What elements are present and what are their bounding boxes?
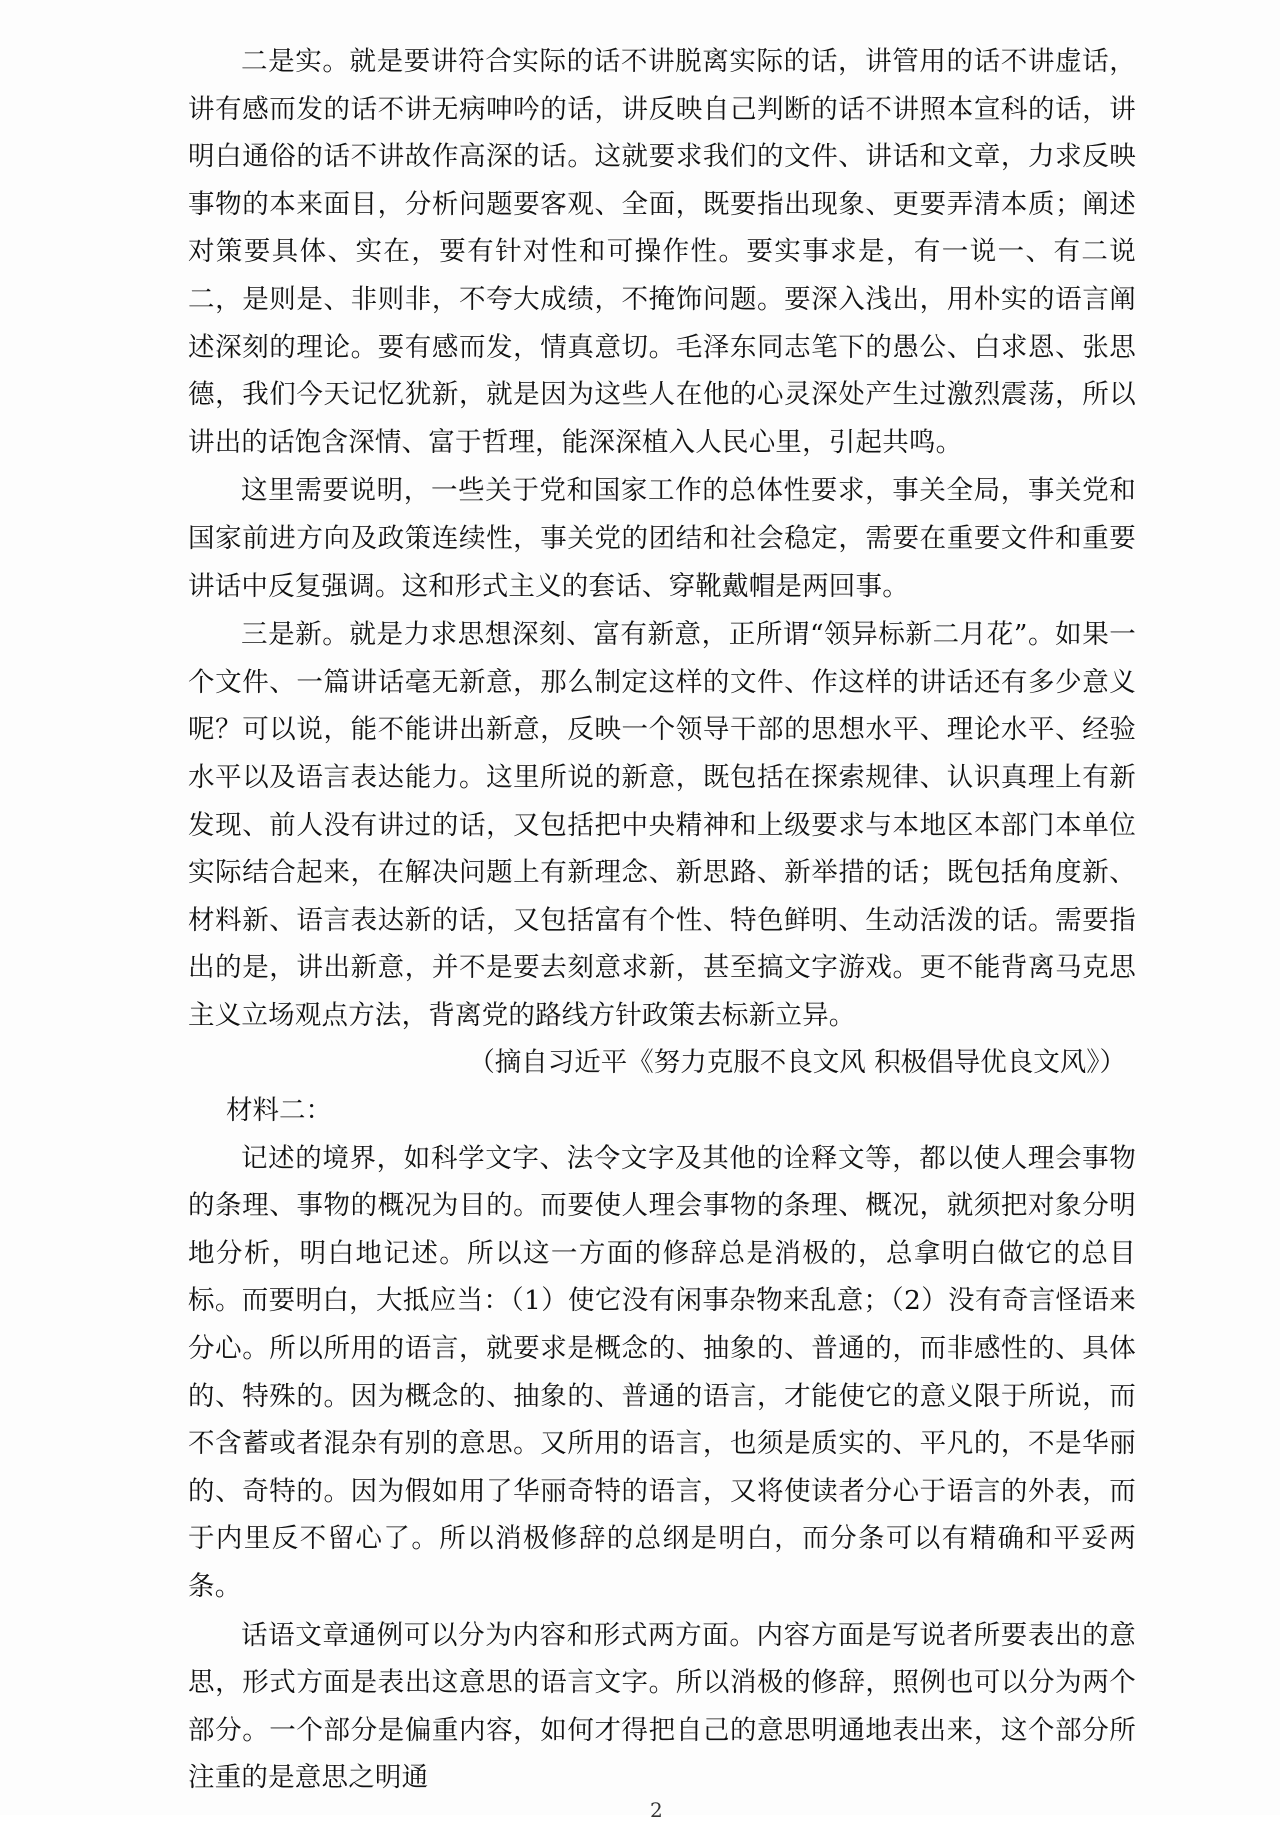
paragraph-clarification: 这里需要说明，一些关于党和国家工作的总体性要求，事关全局，事关党和国家前进方向及政策连续性，事关党的团结和社会稳定，需要在重要文件和重要讲话中反复强调。这和形式主义的套话、穿靴戴帽是两回事。 bbox=[188, 475, 1136, 602]
paragraph-content-form: 话语文章通例可以分为内容和形式两方面。内容方面是写说者所要表出的意思，形式方面是表出这意思的语言文字。所以消极的修辞，照例也可以分为两个部分。一个部分是偏重内容，如何才得把自己的意思明通地表出来，这个部分所注重的是意思之明通 bbox=[188, 1619, 1136, 1794]
document-body bbox=[188, 38, 1136, 1802]
page-number: 2 bbox=[650, 1798, 663, 1822]
paragraph-practical: 二是实。就是要讲符合实际的话不讲脱离实际的话，讲管用的话不讲虚话，讲有感而发的话不讲无病呻吟的话，讲反映自己判断的话不讲照本宣科的话，讲明白通俗的话不讲故作高深的话。这就要求我们的文件、讲话和文章，力求反映事物的本来面目，分析问题要客观、全面，既要指出现象、更要弄清本质；阐述对策要具体、实在，要有针对性和可操作性。要实事求是，有一说一、有二说二，是则是、非则非，不夸大成绩，不掩饰问题。要深入浅出，用朴实的语言阐述深刻的理论。要有感而发，情真意切。毛泽东同志笔下的愚公、白求恩、张思德，我们今天记忆犹新，就是因为这些人在他的心灵深处产生过激烈震荡，所以讲出的话饱含深情、富于哲理，能深深植入人民心里，引起共鸣。 bbox=[188, 46, 1136, 458]
material-two-heading: 材料二： bbox=[226, 1095, 332, 1127]
paragraph-narration-realm: 记述的境界，如科学文字、法令文字及其他的诠释文等，都以使人理会事物的条理、事物的概况为目的。而要使人理会事物的条理、概况，就须把对象分明地分析，明白地记述。所以这一方面的修辞总是消极的，总拿明白做它的总目标。而要明白，大抵应当：（1）使它没有闲事杂物来乱意；（2）没有奇言怪语来分心。所以所用的语言，就要求是概念的、抽象的、普通的，而非感性的、具体的、特殊的。因为概念的、抽象的、普通的语言，才能使它的意义限于所说，而不含蓄或者混杂有别的意思。又所用的语言，也须是质实的、平凡的，不是华丽的、奇特的。因为假如用了华丽奇特的语言，又将使读者分心于语言的外表，而于内里反不留心了。所以消极修辞的总纲是明白，而分条可以有精确和平妥两条。 bbox=[188, 1142, 1136, 1602]
paragraph-novelty: 三是新。就是力求思想深刻、富有新意，正所谓“领异标新二月花”。如果一个文件、一篇讲话毫无新意，那么制定这样的文件、作这样的讲话还有多少意义呢？可以说，能不能讲出新意，反映一个领导干部的思想水平、理论水平、经验水平以及语言表达能力。这里所说的新意，既包括在探索规律、认识真理上有新发现、前人没有讲过的话，又包括把中央精神和上级要求与本地区本部门本单位实际结合起来，在解决问题上有新理念、新思路、新举措的话；既包括角度新、材料新、语言表达新的话，又包括富有个性、特色鲜明、生动活泼的话。需要指出的是，讲出新意，并不是要去刻意求新，甚至搞文字游戏。更不能背离马克思主义立场观点方法，背离党的路线方针政策去标新立异。 bbox=[188, 619, 1136, 1031]
source-citation: （摘自习近平《努力克服不良文风 积极倡导优良文风》） bbox=[468, 1047, 1126, 1079]
